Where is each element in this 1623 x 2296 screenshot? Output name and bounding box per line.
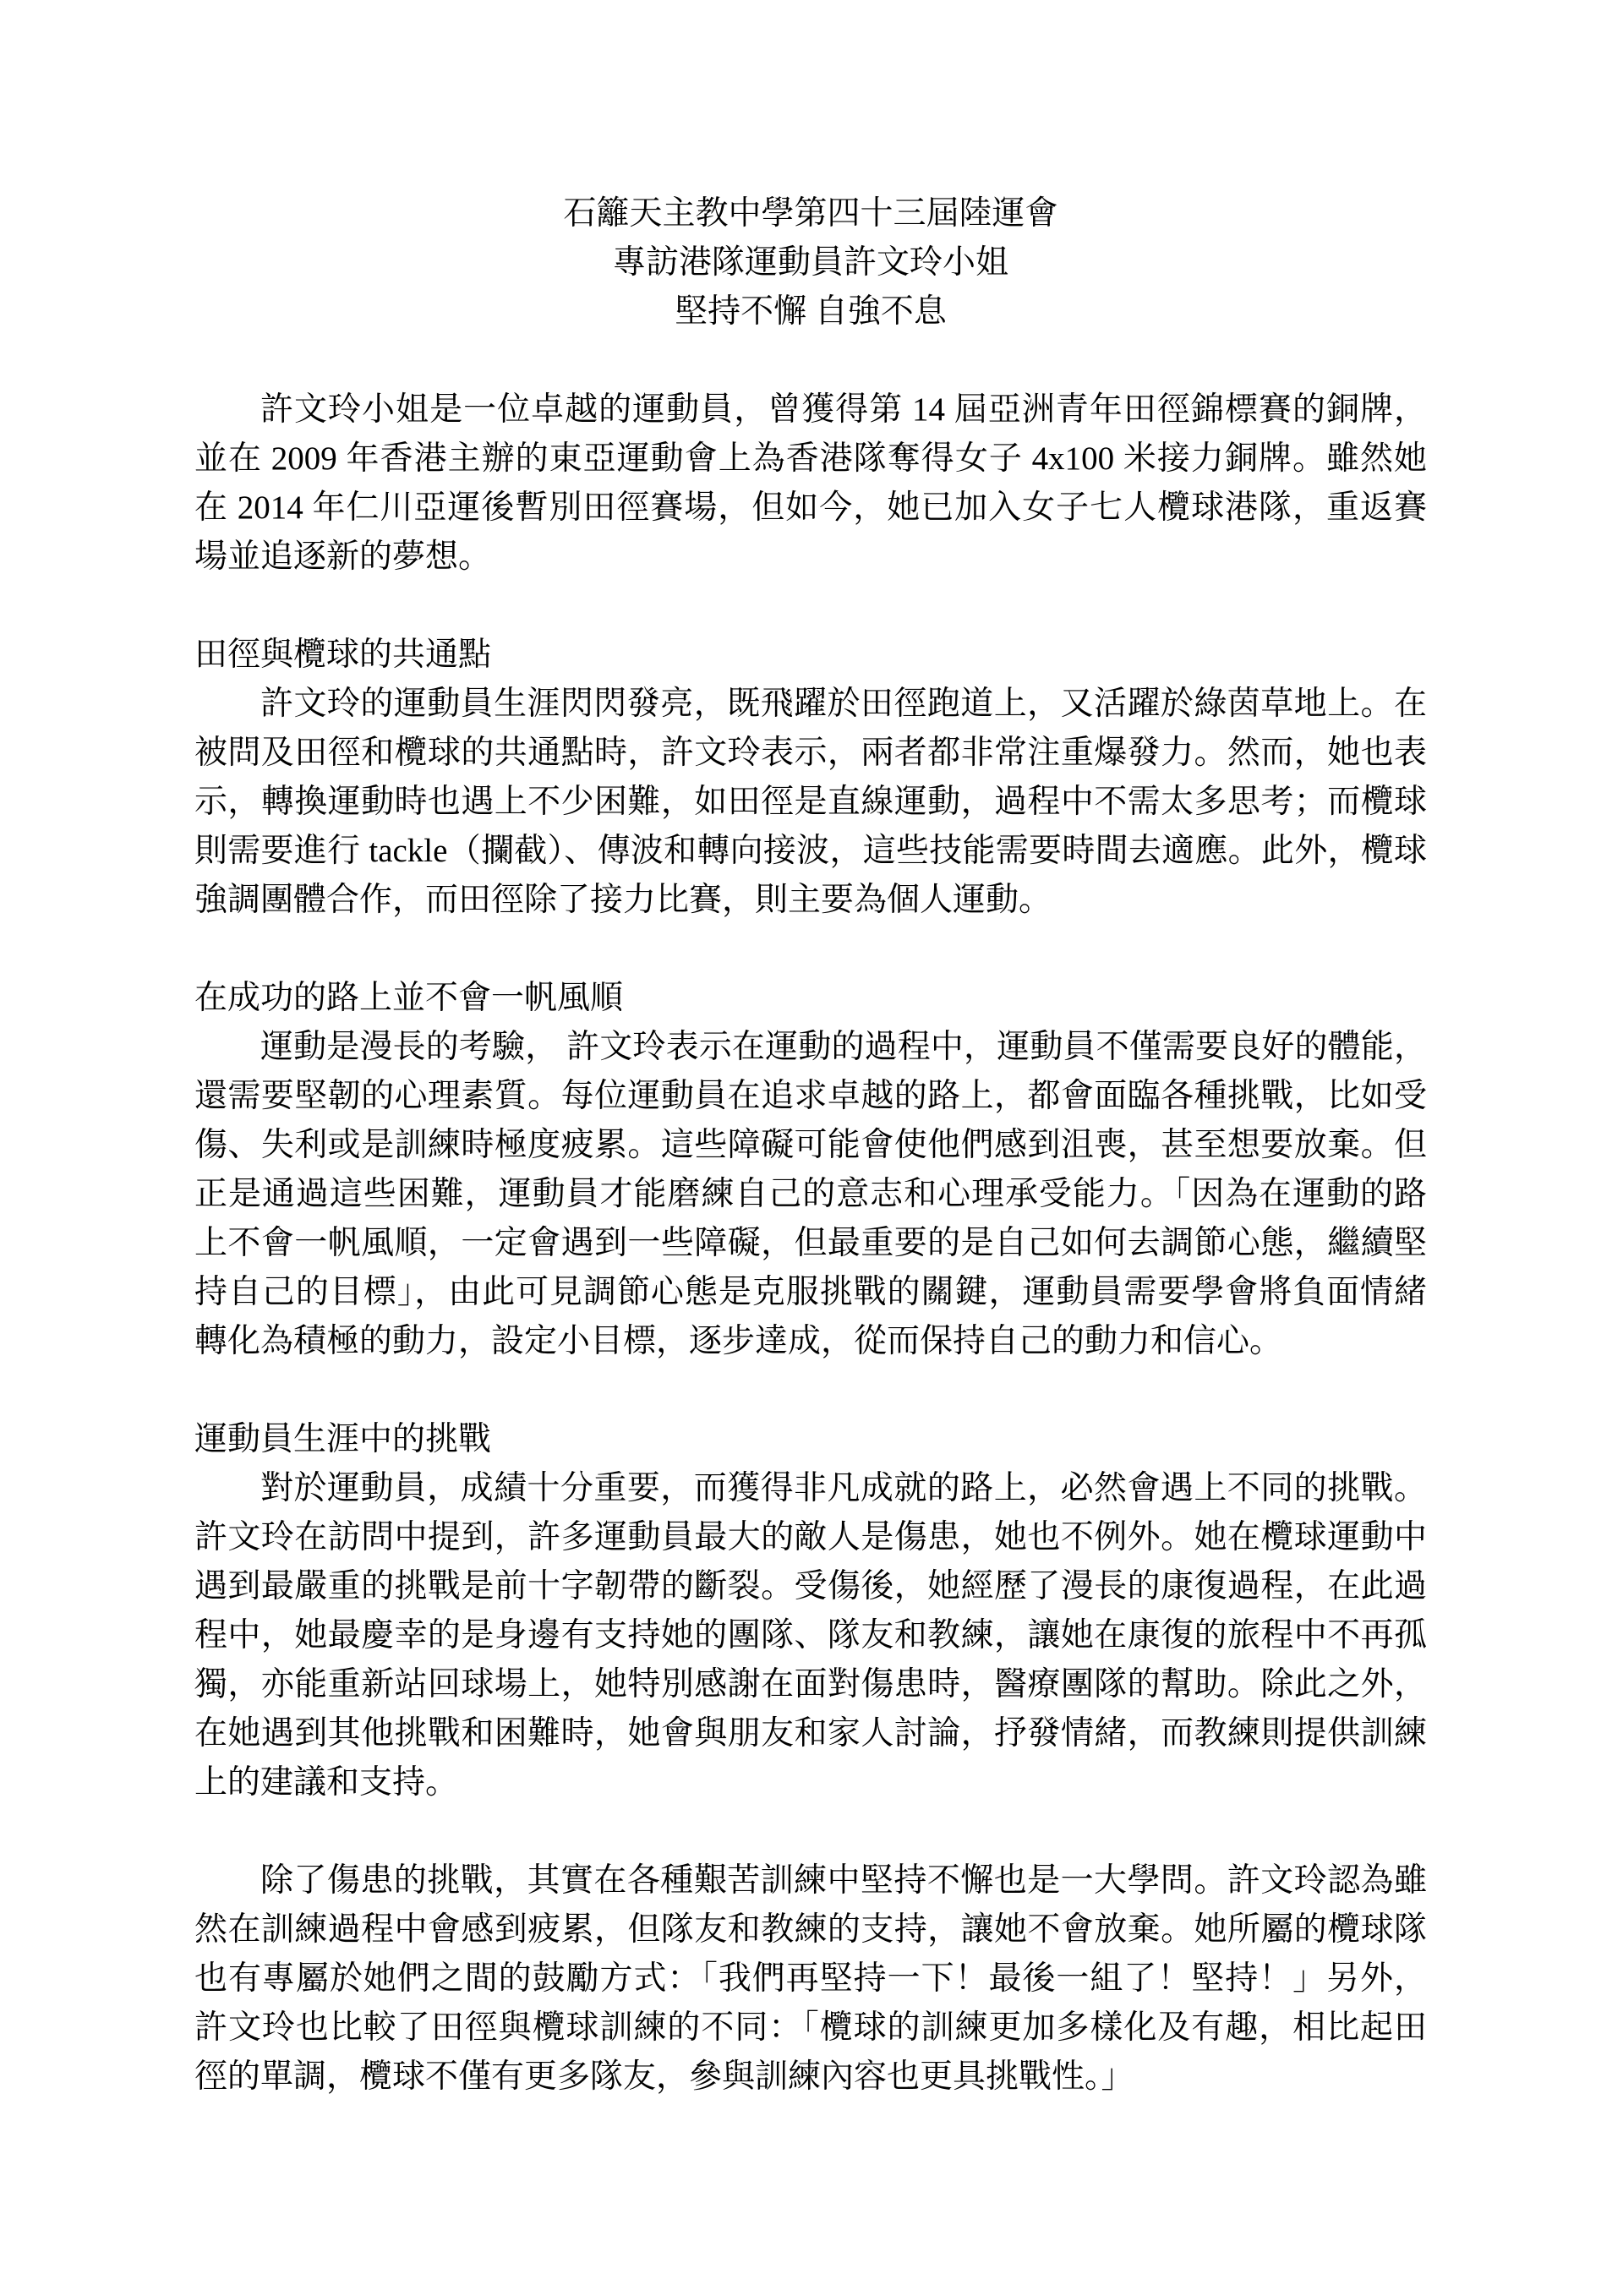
section-heading-career-challenges: 運動員生涯中的挑戰: [194, 1421, 492, 1457]
section-3-paragraph-1: 對於運動員，成績十分重要，而獲得非凡成就的路上，必然會遇上不同的挑戰。許文玲在訪問中提到，許多運動員最大的敵人是傷患，她也不例外。她在欖球運動中遇到最嚴重的挑戰是前十字韌帶的斷裂。受傷後，她經歷了漫長的康復過程，在此過程中，她最慶幸的是身邊有支持她的團隊、隊友和教練，讓她在康復的旅程中不再孤獨，亦能重新站回球場上，她特別感謝在面對傷患時，醫療團隊的幫助。除此之外，在她遇到其他挑戰和困難時，她會與朋友和家人討論，抒發情緒，而教練則提供訓練上的建議和支持。: [194, 1470, 1427, 1801]
section-3-paragraph-2: 除了傷患的挑戰，其實在各種艱苦訓練中堅持不懈也是一大學問。許文玲認為雖然在訓練過程中會感到疲累，但隊友和教練的支持，讓她不會放棄。她所屬的欖球隊也有專屬於她們之間的鼓勵方式：「我們再堅持一下！最後一組了！堅持！」另外，許文玲也比較了田徑與欖球訓練的不同：「欖球的訓練更加多樣化及有趣，相比起田徑的單調，欖球不僅有更多隊友，參與訓練內容也更具挑戰性。」: [194, 1862, 1427, 2095]
title-line-school-event: 石籬天主教中學第四十三屆陸運會: [563, 195, 1058, 232]
title-line-motto: 堅持不懈 自強不息: [675, 293, 947, 330]
intro-paragraph: 許文玲小姐是一位卓越的運動員，曾獲得第 14 屆亞洲青年田徑錦標賽的銅牌，並在 2009 年香港主辦的東亞運動會上為香港隊奪得女子 4x100 米接力銅牌。雖然她在 2014 年仁川亞運後暫別田徑賽場，但如今，她已加入女子七人欖球港隊，重返賽場並追逐新的夢想。: [194, 391, 1427, 575]
section-heading-road-to-success: 在成功的路上並不會一帆風順: [194, 980, 624, 1016]
section-1-paragraph-1: 許文玲的運動員生涯閃閃發亮，既飛躍於田徑跑道上，又活躍於綠茵草地上。在被問及田徑和欖球的共通點時，許文玲表示，兩者都非常注重爆發力。然而，她也表示，轉換運動時也遇上不少困難，如田徑是直線運動，過程中不需太多思考；而欖球則需要進行 tackle（攔截）、傳波和轉向接波，這些技能需要時間去適應。此外，欖球強調團體合作，而田徑除了接力比賽，則主要為個人運動。: [194, 686, 1427, 918]
document-title: [194, 189, 1427, 336]
section-2-paragraph-1: 運動是漫長的考驗， 許文玲表示在運動的過程中，運動員不僅需要良好的體能，還需要堅韌的心理素質。每位運動員在追求卓越的路上，都會面臨各種挑戰，比如受傷、失利或是訓練時極度疲累。這些障礙可能會使他們感到沮喪，甚至想要放棄。但正是通過這些困難，運動員才能磨練自己的意志和心理承受能力。「因為在運動的路上不會一帆風順，一定會遇到一些障礙，但最重要的是自己如何去調節心態，繼續堅持自己的目標」，由此可見調節心態是克服挑戰的關鍵，運動員需要學會將負面情緒轉化為積極的動力，設定小目標，逐步達成，從而保持自己的動力和信心。: [194, 1029, 1427, 1359]
title-line-interview-subject: 專訪港隊運動員許文玲小姐: [612, 244, 1008, 281]
section-heading-common-points: 田徑與欖球的共通點: [194, 637, 492, 673]
